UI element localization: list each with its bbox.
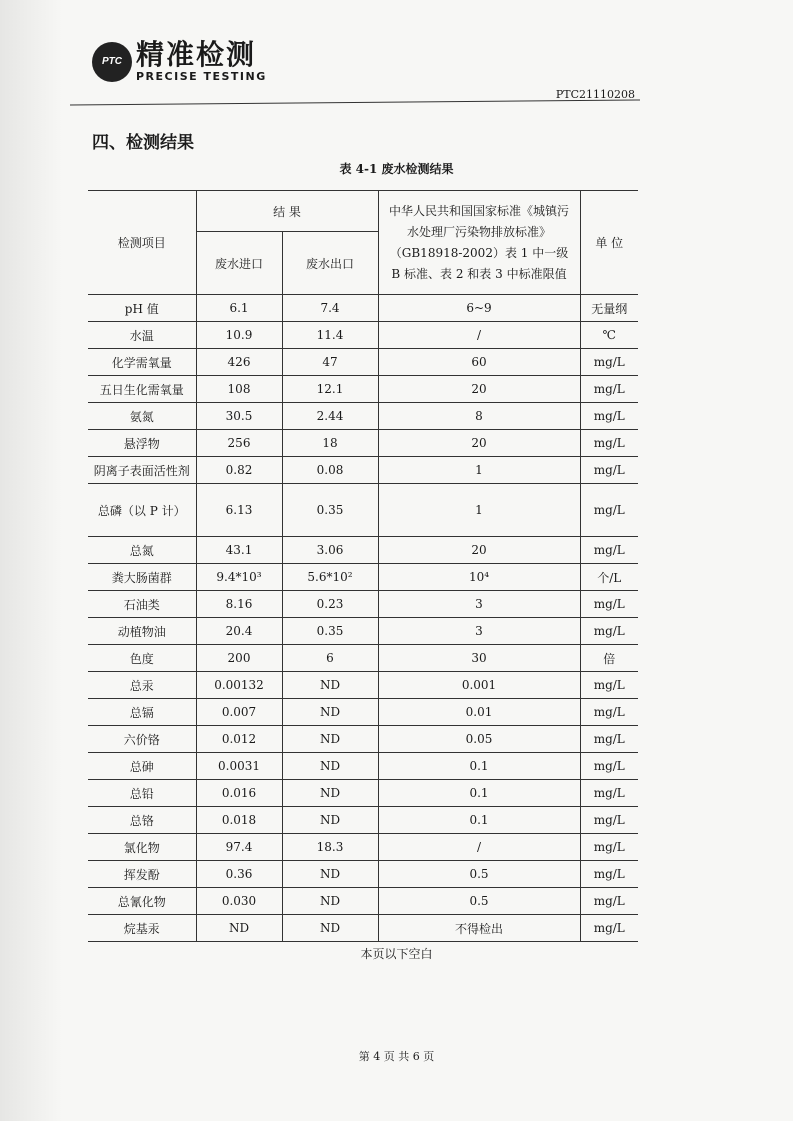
- cell-outlet: ND: [282, 699, 378, 726]
- table-row: [88, 834, 638, 861]
- cell-outlet: 3.06: [282, 537, 378, 564]
- header-item: 检测项目: [88, 191, 196, 295]
- cell-unit: mg/L: [580, 430, 638, 457]
- table-row: [88, 376, 638, 403]
- cell-limit: 3: [378, 591, 580, 618]
- cell-item: 悬浮物: [88, 430, 196, 457]
- cell-outlet: ND: [282, 861, 378, 888]
- cell-item: 总氰化物: [88, 888, 196, 915]
- cell-limit: 3: [378, 618, 580, 645]
- cell-inlet: 0.0031: [196, 753, 282, 780]
- cell-item: 水温: [88, 322, 196, 349]
- cell-limit: 0.5: [378, 861, 580, 888]
- cell-inlet: 0.016: [196, 780, 282, 807]
- table-row: [88, 564, 638, 591]
- table-row: [88, 726, 638, 753]
- cell-unit: mg/L: [580, 591, 638, 618]
- cell-item: 烷基汞: [88, 915, 196, 942]
- cell-outlet: ND: [282, 888, 378, 915]
- cell-unit: mg/L: [580, 403, 638, 430]
- cell-inlet: 108: [196, 376, 282, 403]
- header-results: 结 果: [196, 191, 378, 232]
- table-row: [88, 349, 638, 376]
- cell-unit: mg/L: [580, 699, 638, 726]
- cell-outlet: ND: [282, 780, 378, 807]
- cell-limit: 0.001: [378, 672, 580, 699]
- table-row: [88, 484, 638, 537]
- cell-inlet: 10.9: [196, 322, 282, 349]
- cell-outlet: 18.3: [282, 834, 378, 861]
- cell-unit: mg/L: [580, 807, 638, 834]
- cell-limit: 0.1: [378, 807, 580, 834]
- cell-outlet: 0.23: [282, 591, 378, 618]
- cell-limit: 0.5: [378, 888, 580, 915]
- cell-limit: 60: [378, 349, 580, 376]
- cell-unit: mg/L: [580, 537, 638, 564]
- cell-unit: ℃: [580, 322, 638, 349]
- cell-item: 石油类: [88, 591, 196, 618]
- cell-item: pH 值: [88, 295, 196, 322]
- cell-item: 五日生化需氧量: [88, 376, 196, 403]
- cell-item: 总砷: [88, 753, 196, 780]
- header-outlet: 废水出口: [282, 232, 378, 295]
- cell-outlet: 7.4: [282, 295, 378, 322]
- cell-inlet: 256: [196, 430, 282, 457]
- table-row: [88, 699, 638, 726]
- cell-item: 化学需氧量: [88, 349, 196, 376]
- cell-limit: 0.05: [378, 726, 580, 753]
- cell-item: 总汞: [88, 672, 196, 699]
- cell-outlet: ND: [282, 807, 378, 834]
- cell-limit: 20: [378, 537, 580, 564]
- cell-unit: mg/L: [580, 780, 638, 807]
- cell-outlet: 12.1: [282, 376, 378, 403]
- cell-inlet: 43.1: [196, 537, 282, 564]
- table-row: [88, 753, 638, 780]
- cell-inlet: 0.012: [196, 726, 282, 753]
- cell-inlet: 0.030: [196, 888, 282, 915]
- header-standard: 中华人民共和国国家标准《城镇污水处理厂污染物排放标准》（GB18918-2002）表 1 中一级 B 标准、表 2 和表 3 中标准限值: [378, 191, 580, 295]
- cell-outlet: 5.6*10²: [282, 564, 378, 591]
- table-row: [88, 645, 638, 672]
- table-row: [88, 537, 638, 564]
- page-number: 第 4 页 共 6 页: [358, 1050, 435, 1063]
- cell-limit: 6~9: [378, 295, 580, 322]
- table-row: [88, 430, 638, 457]
- cell-item: 动植物油: [88, 618, 196, 645]
- table-row: [88, 591, 638, 618]
- table-row: [88, 295, 638, 322]
- cell-outlet: 0.35: [282, 484, 378, 537]
- cell-outlet: ND: [282, 915, 378, 942]
- cell-unit: mg/L: [580, 915, 638, 942]
- cell-inlet: 0.36: [196, 861, 282, 888]
- cell-inlet: 9.4*10³: [196, 564, 282, 591]
- cell-unit: mg/L: [580, 888, 638, 915]
- table-row: [88, 915, 638, 942]
- cell-unit: mg/L: [580, 457, 638, 484]
- cell-inlet: 8.16: [196, 591, 282, 618]
- table-row: [88, 457, 638, 484]
- cell-limit: 1: [378, 457, 580, 484]
- table-row: [88, 672, 638, 699]
- cell-item: 总氮: [88, 537, 196, 564]
- table-row: [88, 807, 638, 834]
- logo-text-cn: 精准检测: [136, 38, 257, 71]
- cell-inlet: 30.5: [196, 403, 282, 430]
- header-inlet: 废水进口: [196, 232, 282, 295]
- cell-unit: mg/L: [580, 834, 638, 861]
- cell-item: 总铬: [88, 807, 196, 834]
- cell-limit: 0.1: [378, 753, 580, 780]
- cell-inlet: 6.13: [196, 484, 282, 537]
- cell-unit: mg/L: [580, 618, 638, 645]
- cell-inlet: 0.018: [196, 807, 282, 834]
- logo-mark-icon: PTC: [92, 42, 132, 82]
- cell-outlet: 6: [282, 645, 378, 672]
- cell-limit: 20: [378, 376, 580, 403]
- cell-limit: 0.01: [378, 699, 580, 726]
- cell-unit: mg/L: [580, 861, 638, 888]
- cell-inlet: ND: [196, 915, 282, 942]
- cell-inlet: 426: [196, 349, 282, 376]
- table-caption: 表 4-1 废水检测结果: [339, 162, 454, 176]
- cell-limit: 8: [378, 403, 580, 430]
- table-row: [88, 888, 638, 915]
- cell-item: 氯化物: [88, 834, 196, 861]
- table-row: [88, 403, 638, 430]
- cell-inlet: 0.00132: [196, 672, 282, 699]
- cell-outlet: 0.08: [282, 457, 378, 484]
- cell-limit: 0.1: [378, 780, 580, 807]
- cell-item: 总磷（以 P 计）: [88, 484, 196, 537]
- header-divider: [70, 100, 640, 106]
- cell-outlet: 2.44: [282, 403, 378, 430]
- cell-unit: 个/L: [580, 564, 638, 591]
- cell-inlet: 6.1: [196, 295, 282, 322]
- cell-unit: mg/L: [580, 484, 638, 537]
- cell-limit: 20: [378, 430, 580, 457]
- cell-outlet: 47: [282, 349, 378, 376]
- cell-item: 粪大肠菌群: [88, 564, 196, 591]
- cell-unit: mg/L: [580, 349, 638, 376]
- cell-unit: mg/L: [580, 753, 638, 780]
- cell-outlet: 11.4: [282, 322, 378, 349]
- cell-item: 色度: [88, 645, 196, 672]
- cell-outlet: ND: [282, 753, 378, 780]
- cell-limit: 30: [378, 645, 580, 672]
- cell-outlet: 0.35: [282, 618, 378, 645]
- logo-text-en: PRECISE TESTING: [136, 70, 267, 83]
- cell-limit: /: [378, 834, 580, 861]
- results-table: [88, 190, 638, 942]
- header-unit: 单 位: [580, 191, 638, 295]
- section-title: 四、检测结果: [92, 133, 194, 153]
- cell-outlet: 18: [282, 430, 378, 457]
- cell-limit: 1: [378, 484, 580, 537]
- cell-item: 六价铬: [88, 726, 196, 753]
- cell-limit: /: [378, 322, 580, 349]
- cell-unit: mg/L: [580, 726, 638, 753]
- cell-item: 总铅: [88, 780, 196, 807]
- table-row: [88, 322, 638, 349]
- cell-inlet: 97.4: [196, 834, 282, 861]
- cell-item: 氨氮: [88, 403, 196, 430]
- cell-item: 挥发酚: [88, 861, 196, 888]
- cell-unit: mg/L: [580, 672, 638, 699]
- cell-outlet: ND: [282, 672, 378, 699]
- cell-limit: 不得检出: [378, 915, 580, 942]
- cell-inlet: 20.4: [196, 618, 282, 645]
- cell-unit: mg/L: [580, 376, 638, 403]
- blank-page-note: 本页以下空白: [360, 947, 433, 961]
- cell-unit: 倍: [580, 645, 638, 672]
- cell-unit: 无量纲: [580, 295, 638, 322]
- cell-inlet: 200: [196, 645, 282, 672]
- table-row: [88, 618, 638, 645]
- table-row: [88, 861, 638, 888]
- cell-item: 阴离子表面活性剂: [88, 457, 196, 484]
- company-logo: [92, 40, 267, 83]
- cell-item: 总镉: [88, 699, 196, 726]
- table-row: [88, 780, 638, 807]
- cell-outlet: ND: [282, 726, 378, 753]
- cell-inlet: 0.007: [196, 699, 282, 726]
- cell-limit: 10⁴: [378, 564, 580, 591]
- report-number: PTC21110208: [555, 88, 635, 101]
- cell-inlet: 0.82: [196, 457, 282, 484]
